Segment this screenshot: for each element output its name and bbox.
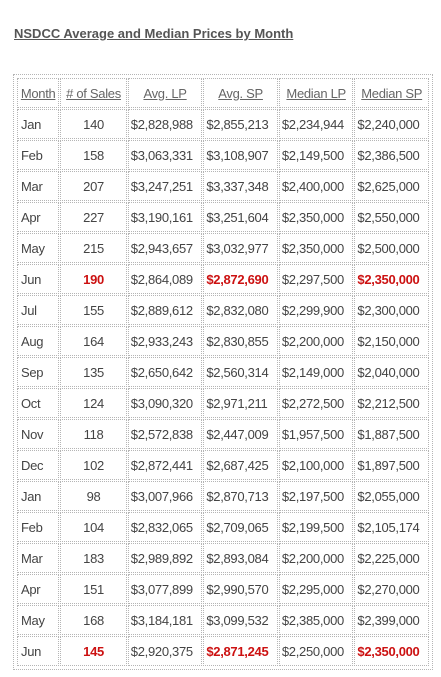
table-row — [17, 202, 429, 232]
cell-sales: 183 — [60, 543, 126, 573]
table-row — [17, 450, 429, 480]
cell-avg-lp: $2,933,243 — [128, 326, 203, 356]
cell-month: Jul — [17, 295, 59, 325]
cell-sales: 215 — [60, 233, 126, 263]
cell-median-sp: $2,550,000 — [354, 202, 429, 232]
cell-avg-sp: $2,971,211 — [203, 388, 278, 418]
cell-median-sp: $2,105,174 — [354, 512, 429, 542]
cell-median-sp: $2,040,000 — [354, 357, 429, 387]
prices-table-container — [13, 74, 433, 670]
cell-sales: 164 — [60, 326, 126, 356]
cell-avg-lp: $2,828,988 — [128, 109, 203, 139]
cell-median-lp: $2,295,000 — [279, 574, 354, 604]
cell-sales: 102 — [60, 450, 126, 480]
cell-sales: 151 — [60, 574, 126, 604]
cell-median-lp: $2,297,500 — [279, 264, 354, 294]
cell-avg-lp: $2,889,612 — [128, 295, 203, 325]
cell-median-lp: $2,350,000 — [279, 233, 354, 263]
cell-avg-lp: $3,063,331 — [128, 140, 203, 170]
cell-avg-lp: $3,090,320 — [128, 388, 203, 418]
cell-month: Feb — [17, 140, 59, 170]
cell-avg-sp: $2,872,690 — [203, 264, 278, 294]
table-row — [17, 543, 429, 573]
cell-avg-lp: $3,184,181 — [128, 605, 203, 635]
cell-median-sp: $2,225,000 — [354, 543, 429, 573]
cell-median-lp: $2,400,000 — [279, 171, 354, 201]
cell-median-sp: $2,055,000 — [354, 481, 429, 511]
table-row — [17, 636, 429, 666]
cell-avg-lp: $2,989,892 — [128, 543, 203, 573]
cell-avg-sp: $3,032,977 — [203, 233, 278, 263]
table-row — [17, 326, 429, 356]
prices-table — [16, 77, 430, 667]
cell-median-lp: $2,200,000 — [279, 326, 354, 356]
cell-median-sp: $2,386,500 — [354, 140, 429, 170]
cell-median-sp: $2,300,000 — [354, 295, 429, 325]
cell-month: Jun — [17, 264, 59, 294]
cell-month: Dec — [17, 450, 59, 480]
cell-median-lp: $2,100,000 — [279, 450, 354, 480]
cell-avg-sp: $3,099,532 — [203, 605, 278, 635]
cell-median-sp: $2,270,000 — [354, 574, 429, 604]
cell-month: Jun — [17, 636, 59, 666]
cell-avg-lp: $2,872,441 — [128, 450, 203, 480]
cell-avg-lp: $2,864,089 — [128, 264, 203, 294]
table-body — [17, 109, 429, 666]
table-row — [17, 140, 429, 170]
cell-sales: 140 — [60, 109, 126, 139]
cell-avg-lp: $2,920,375 — [128, 636, 203, 666]
cell-sales: 168 — [60, 605, 126, 635]
cell-median-sp: $2,240,000 — [354, 109, 429, 139]
cell-sales: 190 — [60, 264, 126, 294]
cell-avg-sp: $2,990,570 — [203, 574, 278, 604]
column-header-avg-sp: Avg. SP — [203, 78, 278, 108]
cell-median-sp: $2,399,000 — [354, 605, 429, 635]
column-header-median-lp: Median LP — [279, 78, 354, 108]
cell-month: Apr — [17, 202, 59, 232]
cell-avg-lp: $2,650,642 — [128, 357, 203, 387]
cell-median-sp: $2,350,000 — [354, 636, 429, 666]
cell-median-sp: $1,887,500 — [354, 419, 429, 449]
cell-month: Jan — [17, 481, 59, 511]
cell-avg-sp: $2,870,713 — [203, 481, 278, 511]
cell-avg-lp: $3,190,161 — [128, 202, 203, 232]
cell-sales: 98 — [60, 481, 126, 511]
cell-avg-lp: $3,077,899 — [128, 574, 203, 604]
cell-median-lp: $2,272,500 — [279, 388, 354, 418]
cell-median-lp: $2,299,900 — [279, 295, 354, 325]
cell-month: Mar — [17, 171, 59, 201]
cell-month: Oct — [17, 388, 59, 418]
table-row — [17, 109, 429, 139]
cell-month: Aug — [17, 326, 59, 356]
cell-avg-sp: $2,855,213 — [203, 109, 278, 139]
table-row — [17, 605, 429, 635]
page-title: NSDCC Average and Median Prices by Month — [14, 26, 294, 41]
table-row — [17, 512, 429, 542]
table-row — [17, 357, 429, 387]
cell-avg-sp: $2,447,009 — [203, 419, 278, 449]
cell-month: Feb — [17, 512, 59, 542]
cell-median-lp: $2,149,000 — [279, 357, 354, 387]
cell-month: Apr — [17, 574, 59, 604]
table-row — [17, 264, 429, 294]
table-row — [17, 233, 429, 263]
table-row — [17, 388, 429, 418]
cell-avg-sp: $2,893,084 — [203, 543, 278, 573]
cell-median-sp: $2,500,000 — [354, 233, 429, 263]
column-header-month: Month — [17, 78, 59, 108]
cell-median-lp: $1,957,500 — [279, 419, 354, 449]
cell-median-sp: $2,350,000 — [354, 264, 429, 294]
cell-avg-sp: $3,108,907 — [203, 140, 278, 170]
cell-median-lp: $2,234,944 — [279, 109, 354, 139]
cell-sales: 158 — [60, 140, 126, 170]
cell-median-lp: $2,197,500 — [279, 481, 354, 511]
cell-avg-sp: $2,832,080 — [203, 295, 278, 325]
cell-avg-lp: $2,943,657 — [128, 233, 203, 263]
cell-avg-sp: $3,337,348 — [203, 171, 278, 201]
cell-month: Sep — [17, 357, 59, 387]
cell-sales: 227 — [60, 202, 126, 232]
cell-avg-lp: $2,832,065 — [128, 512, 203, 542]
cell-median-lp: $2,350,000 — [279, 202, 354, 232]
cell-sales: 118 — [60, 419, 126, 449]
cell-avg-sp: $2,687,425 — [203, 450, 278, 480]
cell-avg-lp: $2,572,838 — [128, 419, 203, 449]
cell-sales: 135 — [60, 357, 126, 387]
cell-month: Jan — [17, 109, 59, 139]
table-row — [17, 574, 429, 604]
cell-median-sp: $2,625,000 — [354, 171, 429, 201]
cell-sales: 124 — [60, 388, 126, 418]
table-row — [17, 295, 429, 325]
cell-median-lp: $2,200,000 — [279, 543, 354, 573]
cell-avg-lp: $3,007,966 — [128, 481, 203, 511]
table-row — [17, 481, 429, 511]
cell-median-lp: $2,199,500 — [279, 512, 354, 542]
cell-median-lp: $2,385,000 — [279, 605, 354, 635]
table-row — [17, 171, 429, 201]
column-header-avg-lp: Avg. LP — [128, 78, 203, 108]
cell-sales: 207 — [60, 171, 126, 201]
cell-median-lp: $2,250,000 — [279, 636, 354, 666]
column-header-sales: # of Sales — [60, 78, 126, 108]
table-header-row — [17, 78, 429, 108]
cell-avg-sp: $2,709,065 — [203, 512, 278, 542]
column-header-median-sp: Median SP — [354, 78, 429, 108]
cell-month: Mar — [17, 543, 59, 573]
cell-median-sp: $2,212,500 — [354, 388, 429, 418]
cell-month: May — [17, 233, 59, 263]
table-row — [17, 419, 429, 449]
cell-avg-lp: $3,247,251 — [128, 171, 203, 201]
cell-sales: 155 — [60, 295, 126, 325]
cell-median-sp: $2,150,000 — [354, 326, 429, 356]
cell-avg-sp: $2,560,314 — [203, 357, 278, 387]
cell-median-sp: $1,897,500 — [354, 450, 429, 480]
cell-sales: 145 — [60, 636, 126, 666]
cell-avg-sp: $2,830,855 — [203, 326, 278, 356]
cell-month: Nov — [17, 419, 59, 449]
cell-avg-sp: $2,871,245 — [203, 636, 278, 666]
cell-median-lp: $2,149,500 — [279, 140, 354, 170]
cell-month: May — [17, 605, 59, 635]
cell-sales: 104 — [60, 512, 126, 542]
cell-avg-sp: $3,251,604 — [203, 202, 278, 232]
